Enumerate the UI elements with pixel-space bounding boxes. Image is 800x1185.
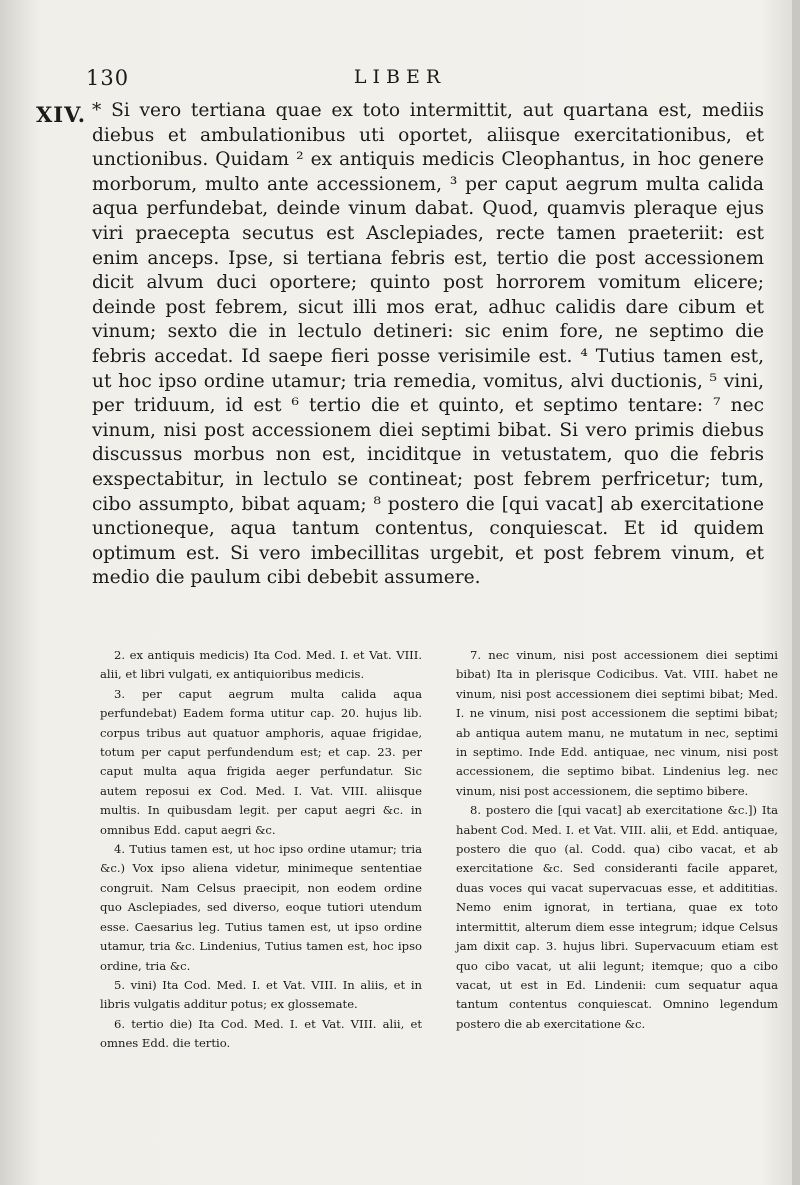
footnote-2: 2. ex antiquis medicis) Ita Cod. Med. I. et Vat. VIII. alii, et libri vulgati, ex antiquioribus medicis. xyxy=(100,648,422,682)
footnote-5: 5. vini) Ita Cod. Med. I. et Vat. VIII. In aliis, et in libris vulgatis additur potus; ex glossemate. xyxy=(100,977,422,1012)
main-paragraph: * Si vero tertiana quae ex toto intermittit, aut quartana est, mediis diebus et ambulationibus uti oportet, aliisque exercitationibus, et unctionibus. Quidam ² ex antiquis medicis Cleophantus, in hoc genere morborum, multo ante accessionem, ³ per caput aegrum multa calida aqua perfundebat, deinde vinum dabat. Quod, quamvis pleraque ejus viri praecepta secutus est Asclepiades, recte tamen praeteriit: est enim anceps. Ipse, si tertiana febris est, tertio die post accessionem dicit alvum duci oportere; quinto post horrorem vomitum elicere; deinde post febrem, sicut illi mos erat, adhuc calidis dare cibum et vinum; sexto die in lectulo detineri: sic enim fore, ne septimo die febris accedat. Id saepe fieri posse verisimile est. ⁴ Tutius tamen est, ut hoc ipso ordine utamur; tria remedia, vomitus, alvi ductionis, ⁵ vini, per triduum, id est ⁶ tertio die et quinto, et septimo tentare: ⁷ nec vinum, nisi post accessionem diei septimi bibat. Si vero primis diebus discussus morbus non est, inciditque in vetustatem, quo die febris exspectabitur, in lectulo se contineat; post febrem perfricetur; tum, cibo assumpto, bibat aquam; ⁸ postero die [qui vacat] ab exercitatione unctioneque, aqua tantum contentus, conquiescat. Et id quidem optimum est. Si vero imbecillitas urgebit, et post febrem vinum, et medio die paulum cibi debebit assumere. xyxy=(92,100,764,589)
page-edge-shadow xyxy=(792,0,800,1185)
chapter-marker: XIV. xyxy=(36,102,87,127)
footnotes xyxy=(100,646,778,1166)
running-header xyxy=(0,66,800,96)
footnote-8: 8. postero die [qui vacat] ab exercitatione &c.]) Ita habent Cod. Med. I. et Vat. VIII. alii, et Edd. antiquae, postero die quo (al. Codd. qua) cibo vacat, et ab exercitatione &c. Sed consideranti facile apparet, duas voces qui vacat supervacuas esse, et addititias. Nemo enim ignorat, in tertiana, quae ex toto intermittit, alterum diem esse integrum; idque Celsus jam dixit cap. 3. hujus libri. Supervacuum etiam est quo cibo vacat, ut alii legunt; itemque; quo a cibo vacat, ut est in Ed. Lindenii: cum sequatur aqua tantum contentus conquiescat. Omnino legendum postero die ab exercitatione &c. xyxy=(456,803,778,1031)
footnotes-right-column xyxy=(456,646,778,1034)
page-number: 130 xyxy=(86,66,130,90)
footnote-6: 6. tertio die) Ita Cod. Med. I. et Vat. VIII. alii, et omnes Edd. die tertio. xyxy=(100,1016,422,1051)
main-text-block xyxy=(92,99,764,591)
footnotes-left-column xyxy=(100,646,422,1054)
footnote-4: 4. Tutius tamen est, ut hoc ipso ordine utamur; tria &c.) Vox ipso aliena videtur, minimeque sententiae congruit. Nam Celsus praecipit, non eodem ordine quo Asclepiades, sed diverso, eoque tutiori utendum esse. Caesarius leg. Tutius tamen est, ut ipso ordine utamur, tria &c. Lindenius, Tutius tamen est, hoc ipso ordine, tria &c. xyxy=(100,842,422,973)
running-title: LIBER xyxy=(353,66,447,88)
footnote-3: 3. per caput aegrum multa calida aqua perfundebat) Eadem forma utitur cap. 20. hujus lib. corpus tribus aut quatuor amphoris, aquae frigidae, totum per caput perfundendum est; et cap. 23. per caput multa aqua frigida aeger perfundatur. Sic autem reposui ex Cod. Med. I. Vat. VIII. aliisque multis. In quibusdam legit. per caput aegri &c. in omnibus Edd. caput aegri &c. xyxy=(100,686,422,837)
footnote-7: 7. nec vinum, nisi post accessionem diei septimi bibat) Ita in plerisque Codicibus. Vat. VIII. habet ne vinum, nisi post accessionem diei septimi bibat; Med. I. ne vinum, nisi post accessionem die septimi bibat; ab antiqua autem manu, ne mutatum in nec, septimi in septimo. Inde Edd. antiquae, nec vinum, nisi post accessionem, die septimo bibat. Lindenius leg. nec vinum, nisi post accessionem, die septimo bibere. xyxy=(456,648,778,798)
